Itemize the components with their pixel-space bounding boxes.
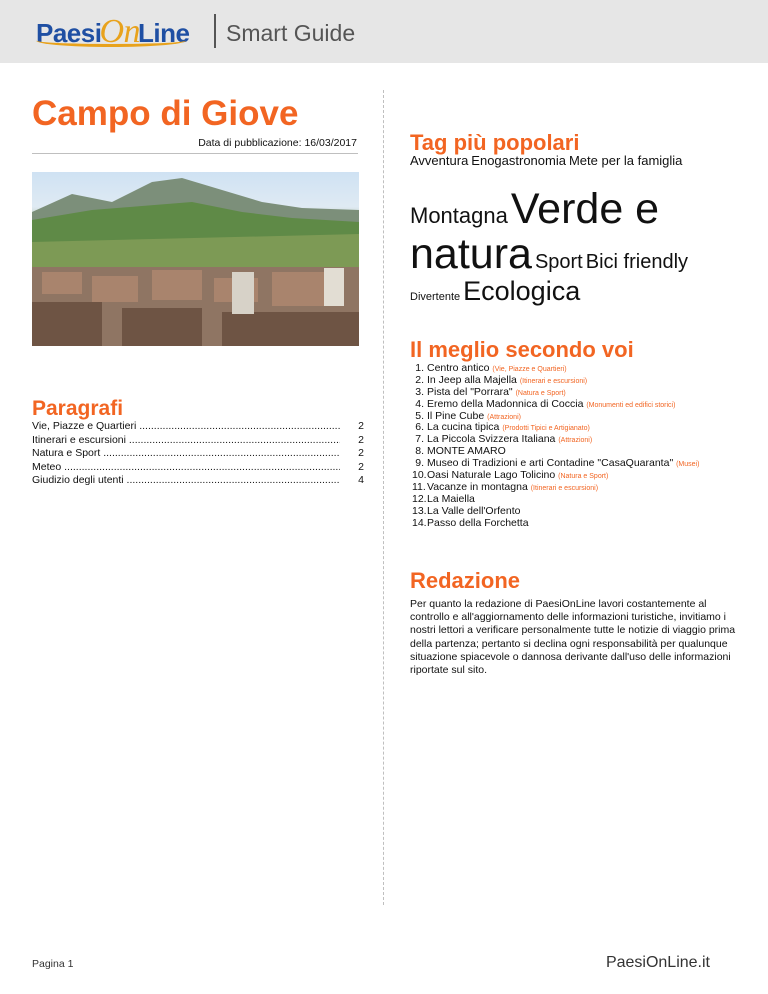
best-item-category: (Natura e Sport) bbox=[558, 473, 609, 481]
toc-item-page: 2 bbox=[358, 420, 364, 432]
toc-item-page: 4 bbox=[358, 474, 364, 486]
best-item-name: La Piccola Svizzera Italiana bbox=[427, 433, 556, 446]
page-title: Campo di Giove bbox=[32, 94, 299, 133]
header-bar bbox=[0, 0, 768, 63]
best-item-name: Il Pine Cube bbox=[427, 409, 485, 422]
tag-link[interactable]: Ecologica bbox=[463, 275, 581, 306]
best-item-category: (Attrazioni) bbox=[487, 413, 521, 421]
toc-item-label: Giudizio degli utenti ..... bbox=[32, 474, 340, 488]
tag-link[interactable]: Divertente bbox=[410, 290, 461, 303]
toc-item-label: Meteo ..... bbox=[32, 461, 340, 475]
best-item[interactable] bbox=[412, 518, 699, 530]
best-list bbox=[412, 363, 699, 529]
best-item-name: In Jeep alla Majella bbox=[427, 373, 517, 386]
best-item-category: (Natura e Sport) bbox=[515, 389, 566, 397]
page-number: Pagina 1 bbox=[32, 958, 74, 970]
toc-item-label: Itinerari e escursioni ..... bbox=[32, 434, 340, 448]
toc-item-label: Vie, Piazze e Quartieri ..... bbox=[32, 420, 340, 434]
logo-text: PaesiOnLine bbox=[36, 13, 190, 50]
toc-heading: Paragrafi bbox=[32, 397, 124, 420]
best-item-name: Oasi Naturale Lago Tolicino bbox=[427, 469, 556, 482]
tag-cloud bbox=[410, 153, 740, 305]
best-heading: Il meglio secondo voi bbox=[410, 337, 634, 362]
best-item-category: (Monumenti ed edifici storici) bbox=[586, 401, 676, 409]
best-item-number: 11. bbox=[412, 480, 426, 493]
toc-list bbox=[32, 420, 364, 488]
best-item-category: (Itinerari e escursioni) bbox=[519, 377, 588, 385]
town-photo bbox=[32, 172, 359, 346]
redazione-text: Per quanto la redazione di PaesiOnLine lavori costantemente al controllo e all'aggiornamento delle informazioni turistiche, invitiamo i nostri lettori a verificare personalmente tutte le notizie di viaggio prima della partenza; pertanto si declina ogni responsabilità per qualunque situazione spiacevole o dannosa derivante dall'uso delle informazioni riportate sul sito. bbox=[410, 598, 736, 677]
best-item-category: (Musei) bbox=[676, 461, 700, 469]
toc-item-page: 2 bbox=[358, 433, 364, 446]
toc-item[interactable] bbox=[32, 434, 364, 448]
best-item-number: 7. bbox=[415, 433, 424, 446]
best-item-number: 5. bbox=[415, 409, 424, 422]
paesionline-logo[interactable] bbox=[36, 10, 189, 54]
best-item-number: 1. bbox=[415, 362, 424, 374]
logo-swoosh bbox=[36, 34, 186, 47]
toc-item[interactable] bbox=[32, 474, 364, 488]
best-item-name: Eremo della Madonnica di Coccia bbox=[427, 397, 584, 410]
column-divider bbox=[383, 90, 384, 905]
best-item-category: (Vie, Piazze e Quartieri) bbox=[492, 366, 567, 373]
best-item-name: MONTE AMARO bbox=[427, 445, 506, 458]
town-photo-graphic bbox=[32, 172, 359, 346]
best-item-name: Museo di Tradizioni e arti Contadine "CasaQuaranta" bbox=[427, 457, 674, 470]
header-divider bbox=[214, 14, 216, 48]
best-item-number: 14. bbox=[412, 516, 427, 529]
footer-site[interactable]: PaesiOnLine.it bbox=[605, 954, 710, 971]
best-item-number: 12. bbox=[412, 492, 427, 505]
best-item-name: Passo della Forchetta bbox=[427, 516, 529, 529]
redazione-heading: Redazione bbox=[410, 568, 521, 593]
best-item-category: (Prodotti Tipici e Artigianato) bbox=[502, 425, 590, 433]
best-item-name: La Valle dell'Orfento bbox=[427, 504, 521, 517]
tag-link[interactable]: Montagna bbox=[410, 202, 508, 228]
toc-item[interactable] bbox=[32, 447, 364, 461]
best-item-number: 3. bbox=[415, 385, 424, 398]
best-item-number: 2. bbox=[415, 373, 424, 386]
best-item-number: 13. bbox=[412, 504, 427, 517]
publication-date: Data di pubblicazione: 16/03/2017 bbox=[198, 137, 357, 149]
best-item-number: 4. bbox=[415, 397, 424, 410]
best-item-number: 9. bbox=[415, 457, 424, 470]
tag-link[interactable]: Enogastronomia bbox=[471, 153, 566, 168]
toc-item[interactable] bbox=[32, 461, 364, 475]
best-item-name: La cucina tipica bbox=[427, 421, 500, 434]
best-item-category: (Attrazioni) bbox=[558, 437, 593, 445]
best-item-category: (Itinerari e escursioni) bbox=[530, 484, 599, 492]
toc-item-label: Natura e Sport ..... bbox=[32, 447, 340, 461]
best-item-number: 10. bbox=[412, 469, 427, 482]
best-item-number: 8. bbox=[415, 445, 424, 458]
best-item-number: 6. bbox=[415, 421, 424, 434]
header-subtitle: Smart Guide bbox=[226, 20, 356, 46]
best-item-name: Centro antico bbox=[427, 362, 490, 374]
tag-link[interactable]: Verde e natura bbox=[410, 184, 660, 278]
title-rule bbox=[32, 153, 358, 154]
tags-heading: Tag più popolari bbox=[410, 130, 580, 155]
best-item-name: Vacanze in montagna bbox=[427, 480, 528, 493]
best-item-name: Pista del "Porrara" bbox=[427, 385, 513, 398]
toc-item-page: 2 bbox=[358, 447, 364, 459]
tag-link[interactable]: Bici friendly bbox=[585, 250, 689, 273]
toc-item-page: 2 bbox=[358, 460, 364, 473]
best-item-name: La Maiella bbox=[427, 492, 475, 505]
toc-item[interactable] bbox=[32, 420, 364, 434]
tag-link[interactable]: Avventura bbox=[410, 153, 469, 168]
tag-link[interactable]: Mete per la famiglia bbox=[568, 153, 683, 168]
tag-link[interactable]: Sport bbox=[534, 250, 583, 273]
